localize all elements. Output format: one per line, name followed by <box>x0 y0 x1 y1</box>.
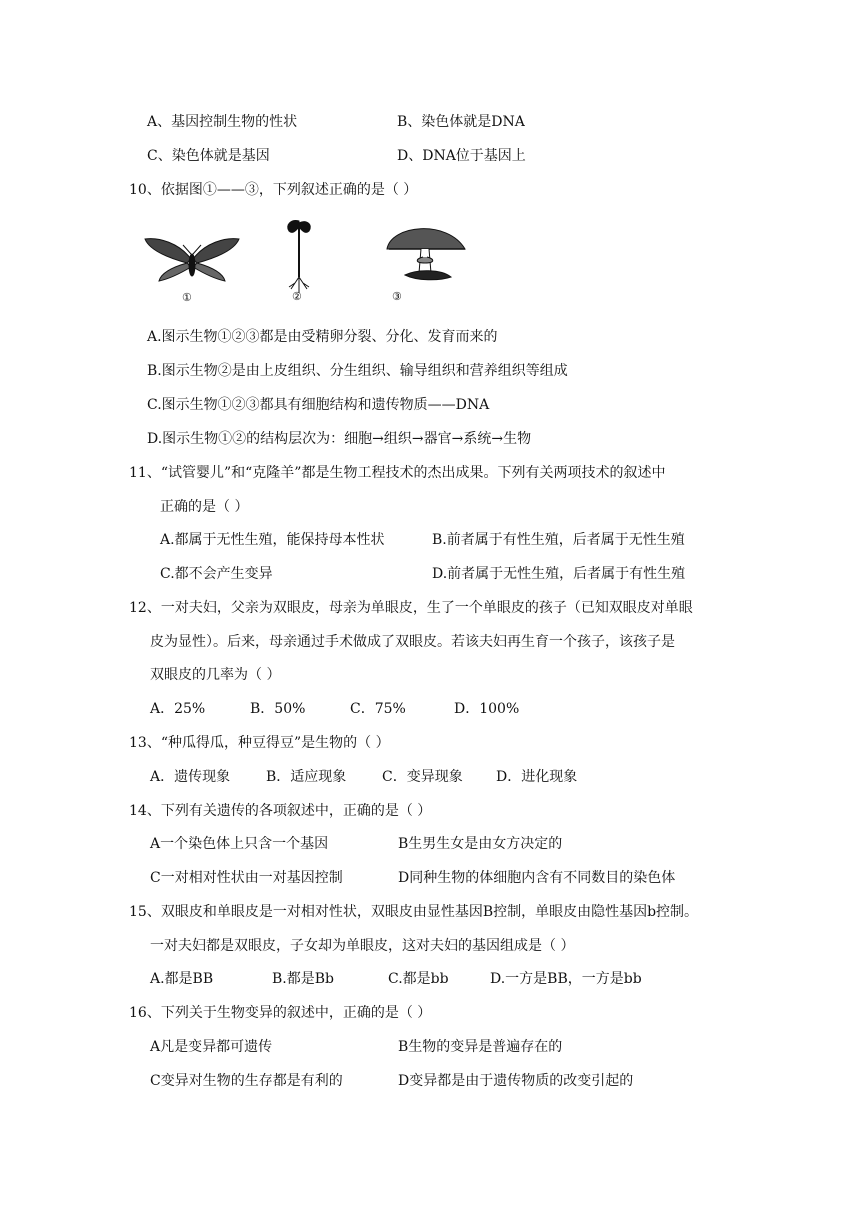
q12-stem-line2: 皮为显性）。后来，母亲通过手术做成了双眼皮。若该夫妇再生育一个孩子，该孩子是 <box>150 634 675 650</box>
q14-option-a: A一个染色体上只含一个基因 <box>150 836 329 852</box>
q15-option-a: A.都是BB <box>150 971 214 987</box>
q10-figure <box>129 215 467 307</box>
q9-option-d: D、DNA位于基因上 <box>397 148 526 164</box>
q13-option-b: B．适应现象 <box>266 769 347 785</box>
q13-option-a: A．遗传现象 <box>150 769 231 785</box>
q11-option-a: A.都属于无性生殖，能保持母本性状 <box>160 532 385 548</box>
figure-label-2: ② <box>292 290 302 303</box>
q10-option-c: C.图示生物①②③都具有细胞结构和遗传物质——DNA <box>147 397 490 413</box>
q16-option-b: B生物的变异是普遍存在的 <box>398 1039 563 1055</box>
q16-option-c: C变异对生物的生存都是有利的 <box>150 1073 343 1089</box>
figure-label-1: ① <box>182 291 192 304</box>
q12-option-d: D．100% <box>454 701 520 717</box>
q15-option-d: D.一方是BB，一方是bb <box>490 971 642 987</box>
q16-option-a: A凡是变异都可遗传 <box>150 1039 273 1055</box>
q15-stem-line1: 15、双眼皮和单眼皮是一对相对性状，双眼皮由显性基因B控制，单眼皮由隐性基因b控制。 <box>129 904 699 920</box>
figure-label-3: ③ <box>392 290 402 303</box>
q13-option-c: C．变异现象 <box>382 769 463 785</box>
q11-option-d: D.前者属于无性生殖，后者属于有性生殖 <box>432 566 686 582</box>
q13-stem: 13、“种瓜得瓜，种豆得豆”是生物的（ ） <box>129 735 390 751</box>
q15-option-c: C.都是bb <box>388 971 449 987</box>
seedling-icon <box>288 221 311 293</box>
q14-option-c: C一对相对性状由一对基因控制 <box>150 870 343 886</box>
q16-option-d: D变异都是由于遗传物质的改变引起的 <box>398 1073 634 1089</box>
q15-stem-line2: 一对夫妇都是双眼皮，子女却为单眼皮，这对夫妇的基因组成是（ ） <box>150 938 575 954</box>
q15-option-b: B.都是Bb <box>272 971 334 987</box>
q9-option-a: A、基因控制生物的性状 <box>147 114 298 130</box>
mushroom-icon <box>387 229 465 280</box>
q14-option-b: B生男生女是由女方决定的 <box>398 836 563 852</box>
moth-icon <box>145 239 239 281</box>
q14-option-d: D同种生物的体细胞内含有不同数目的染色体 <box>398 870 676 886</box>
q10-option-d: D.图示生物①②的结构层次为：细胞→组织→器官→系统→生物 <box>147 431 532 447</box>
q14-stem: 14、下列有关遗传的各项叙述中，正确的是（ ） <box>129 803 432 819</box>
q12-option-c: C．75% <box>350 701 406 717</box>
q13-option-d: D．进化现象 <box>496 769 578 785</box>
q10-stem: 10、依据图①——③，下列叙述正确的是（ ） <box>129 182 418 198</box>
q12-option-a: A．25% <box>150 701 206 717</box>
q12-option-b: B．50% <box>250 701 306 717</box>
q11-option-b: B.前者属于有性生殖，后者属于无性生殖 <box>432 532 685 548</box>
q12-stem-line3: 双眼皮的几率为（ ） <box>150 667 281 683</box>
q12-stem-line1: 12、一对夫妇，父亲为双眼皮，母亲为单眼皮，生了一个单眼皮的孩子（已知双眼皮对单眼 <box>129 600 693 616</box>
q11-stem-line2: 正确的是（ ） <box>160 499 249 515</box>
q10-option-a: A.图示生物①②③都是由受精卵分裂、分化、发育而来的 <box>147 329 498 345</box>
q9-option-c: C、染色体就是基因 <box>147 148 270 164</box>
q11-option-c: C.都不会产生变异 <box>160 566 273 582</box>
q9-option-b: B、染色体就是DNA <box>397 114 525 130</box>
q10-option-b: B.图示生物②是由上皮组织、分生组织、输导组织和营养组织等组成 <box>147 363 568 379</box>
q16-stem: 16、下列关于生物变异的叙述中，正确的是（ ） <box>129 1005 432 1021</box>
q11-stem-line1: 11、“试管婴儿”和“克隆羊”都是生物工程技术的杰出成果。下列有关两项技术的叙述中 <box>129 465 666 481</box>
